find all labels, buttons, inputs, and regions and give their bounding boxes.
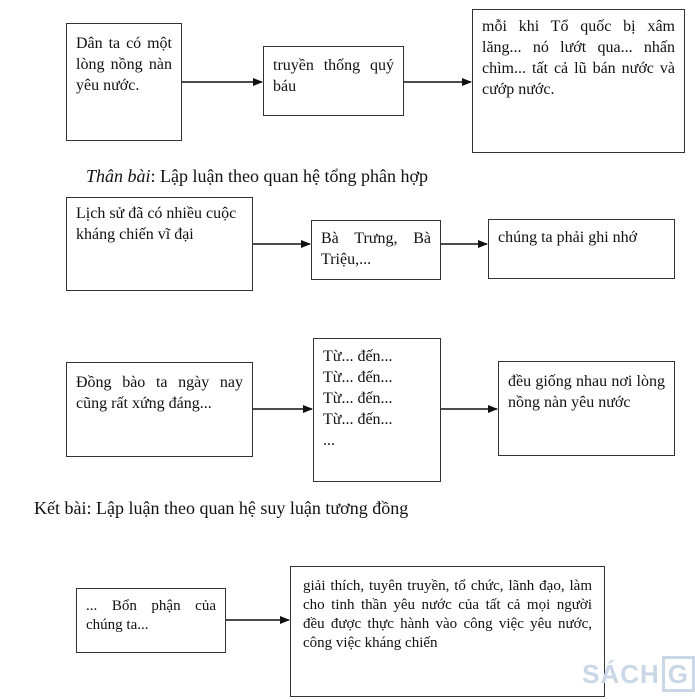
than-bai-row1-box-2: Bà Trưng, Bà Triệu,...: [311, 220, 441, 280]
than-bai-row1-box-3: chúng ta phải ghi nhớ: [488, 219, 675, 279]
than-bai-row2-box-1: Đồng bào ta ngày nay cũng rất xứng đáng...: [66, 362, 253, 457]
tu-den-line-2: Từ... đến...: [323, 369, 393, 386]
ket-bai-box-1: ... Bổn phận của chúng ta...: [76, 588, 226, 653]
tu-den-line-3: Từ... đến...: [323, 390, 393, 407]
than-bai-heading-label: Thân bài: [86, 166, 151, 186]
watermark-letter: G: [662, 656, 695, 692]
mo-bai-box-2: truyền thống quý báu: [263, 46, 404, 116]
than-bai-heading-text: : Lập luận theo quan hệ tổng phân hợp: [150, 166, 428, 186]
ket-bai-heading: Kết bài: Lập luận theo quan hệ suy luận tương đồng: [34, 498, 409, 518]
than-bai-row2-box-3: đều giống nhau nơi lòng nồng nàn yêu nước: [498, 361, 675, 456]
mo-bai-box-1: Dân ta có một lòng nồng nàn yêu nước.: [66, 23, 182, 141]
mo-bai-box-3: mỗi khi Tổ quốc bị xâm lăng... nó lướt qua... nhấn chìm... tất cả lũ bán nước và cướp nước.: [472, 9, 685, 153]
tu-den-line-5: ...: [323, 432, 335, 449]
watermark-logo: [582, 656, 695, 692]
tu-den-line-4: Từ... đến...: [323, 411, 393, 428]
ket-bai-box-2: giải thích, tuyên truyền, tổ chức, lãnh đạo, làm cho tinh thần yêu nước của tất cả mọi người đều được thực hành vào công việc yêu nước, công việc kháng chiến: [290, 566, 605, 697]
tu-den-line-1: Từ... đến...: [323, 348, 393, 365]
watermark-text: SÁCH: [582, 659, 660, 689]
than-bai-row1-box-1: Lịch sử đã có nhiều cuộc kháng chiến vĩ đại: [66, 197, 253, 291]
